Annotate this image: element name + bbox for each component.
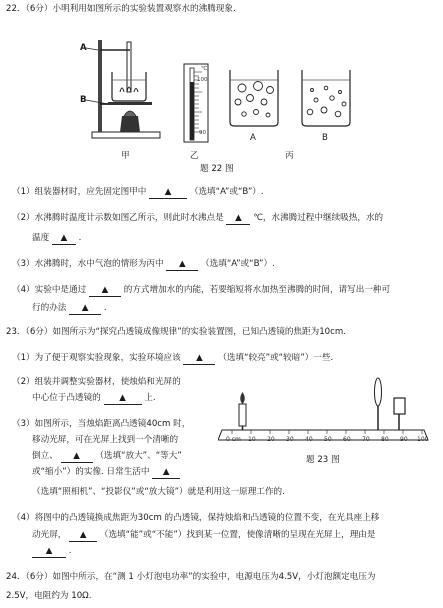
q24-line1: 24．（6分）如图中所示，在“测 1 小灯泡电功率”的实验中，电源电压为4.5V，小灯泡额定电压为 [6,572,376,582]
answer-blank[interactable] [32,545,66,558]
q22-title: 22．（6分）小明利用如图所示的实验装置观察水的沸腾现象. [6,4,236,14]
q22-label-beaker-b: B [322,133,328,143]
q23-part1 [12,352,333,365]
ruler-tick-60: 60 [343,436,351,443]
ruler-tick-20: 20 [267,436,275,443]
q22-label-a: A [80,43,87,53]
q22-figure-beaker-b [300,68,352,128]
answer-blank[interactable] [52,232,76,245]
answer-blank[interactable] [149,186,187,199]
q23-part4-end: . [68,546,72,556]
q23-part3c [32,450,182,463]
q22-figure-caption: 题 22 图 [200,164,234,174]
q23-part3b: 移动光屏，可在光屏上找到一个清晰的 [32,435,179,445]
q23-part3-options: （选填“放大”、“等大” [95,451,182,461]
q22-part2-end: . [78,233,82,243]
answer-blank[interactable] [89,284,121,297]
q22-part3 [12,258,275,271]
q23-part2a: （2）组装并调整实验器材，使烛焰和光屏的 [12,377,181,387]
q22-part4-end: . [103,303,107,313]
q22-figure-beaker-a [228,68,280,128]
q22-thermo-unit: ℃ [201,66,208,72]
ruler-tick-40: 40 [305,436,313,443]
q23-part4b [32,529,375,542]
q22-thermo-100: 100 [197,77,208,83]
q22-label-bing: 丙 [285,151,294,161]
q23-part3a: （3）如图所示，当烛焰距离凸透镜40cm 时， [12,419,191,429]
q22-part2-temp: 温度 [32,233,50,243]
q23-part3-daily: 或“缩小”）的实像. 日常生活中 [32,467,150,477]
q22-label-b: B [80,95,87,105]
blank-mark-icon: ▲ [45,546,53,556]
q22-part2-text: （2）水沸腾时温度计示数如图乙所示，则此时水沸点是 [12,213,224,223]
answer-blank[interactable] [226,212,250,225]
answer-blank[interactable] [69,529,97,542]
q23-part1-text: （1）为了便于观察实验现象，实验环境应该 [12,353,181,363]
q22-part1 [12,186,264,199]
q22-part4-cont [32,302,107,315]
q23-part4c [32,545,71,558]
blank-mark-icon: ▲ [101,285,109,295]
q23-title: 23．（6分）如图所示为“探究凸透镜成像规律”的实验装置图，已知凸透镜的焦距为10cm. [6,327,346,337]
blank-mark-icon: ▲ [178,259,186,269]
answer-blank[interactable] [104,392,142,405]
q22-part3-tail: （选填“A”或“B”）. [201,259,275,269]
answer-blank[interactable] [183,352,215,365]
q22-part4-method: 行的办法 [32,303,67,313]
blank-mark-icon: ▲ [235,213,242,223]
blank-mark-icon: ▲ [196,353,203,363]
q22-figure-jia [86,36,164,146]
blank-mark-icon: ▲ [60,233,68,243]
blank-mark-icon: ▲ [73,451,80,461]
ruler-tick-10: 10 [248,436,256,443]
blank-mark-icon: ▲ [164,187,172,197]
q23-part1-tail: （选填“较亮”或“较暗”）一些. [218,353,334,363]
q23-part2-tail: 上. [144,393,156,403]
ruler-tick-50: 50 [324,436,332,443]
q23-part3d [32,466,180,479]
ruler-tick-80: 80 [381,436,389,443]
q22-label-jia: 甲 [121,151,130,161]
ruler-tick-90: 90 [400,436,408,443]
ruler-tick-30: 30 [286,436,294,443]
q22-part3-text: （3）水沸腾时，水中气泡的情形为丙中 [12,259,164,269]
q22-part4-tail: 的方式增加水的内能，若要缩短将水加热至沸腾的时间，请写出一种可 [123,285,391,295]
q23-part2b [32,392,156,405]
q22-part2-cont [32,232,81,245]
q22-part4-text: （4）实验中是通过 [12,285,87,295]
answer-blank[interactable] [166,258,198,271]
q22-part2 [12,212,383,225]
ruler-tick-0: 0 cm [226,436,241,443]
answer-blank[interactable] [69,302,101,315]
q24-line2: 2.5V，电阻约为 10Ω. [6,591,92,601]
q23-part4-tail: （选填“能”或“不能”）找到某一位置，使像清晰的呈现在光屏上，理由是 [99,530,376,540]
q22-thermo-90: 90 [199,130,206,136]
q23-part4-move: 动光屏， [32,530,67,540]
blank-mark-icon: ▲ [162,467,170,477]
q22-label-beaker-a: A [250,133,256,143]
answer-blank[interactable] [152,466,180,479]
answer-blank[interactable] [61,450,93,463]
q23-part3e: （选填“照相机”、“投影仪”或“放大镜”）就是利用这一原理工作的. [32,487,285,497]
blank-mark-icon: ▲ [119,393,126,403]
q23-part4a: （4）将图中的凸透镜换成焦距为30cm 的凸透镜，保持烛焰和凸透镜的位置不变，在光具座上移 [12,513,380,523]
q22-part2-tail: ℃，水沸腾过程中继续吸热，水的 [253,213,384,223]
blank-mark-icon: ▲ [79,530,87,540]
q23-figure-caption: 题 23 图 [306,455,340,465]
ruler-tick-70: 70 [362,436,370,443]
q22-label-yi: 乙 [190,151,199,161]
q22-part1-tail: （选填“A”或“B”）. [189,187,264,197]
q22-part1-text: （1）组装器材时，应先固定图甲中 [12,187,147,197]
q23-part3-invert: 倒立、 [32,451,58,461]
blank-mark-icon: ▲ [81,303,89,313]
ruler-tick-100: 100 [417,436,429,443]
q23-part2-text: 中心位于凸透镜的 [32,393,101,403]
q22-part4 [12,284,390,297]
